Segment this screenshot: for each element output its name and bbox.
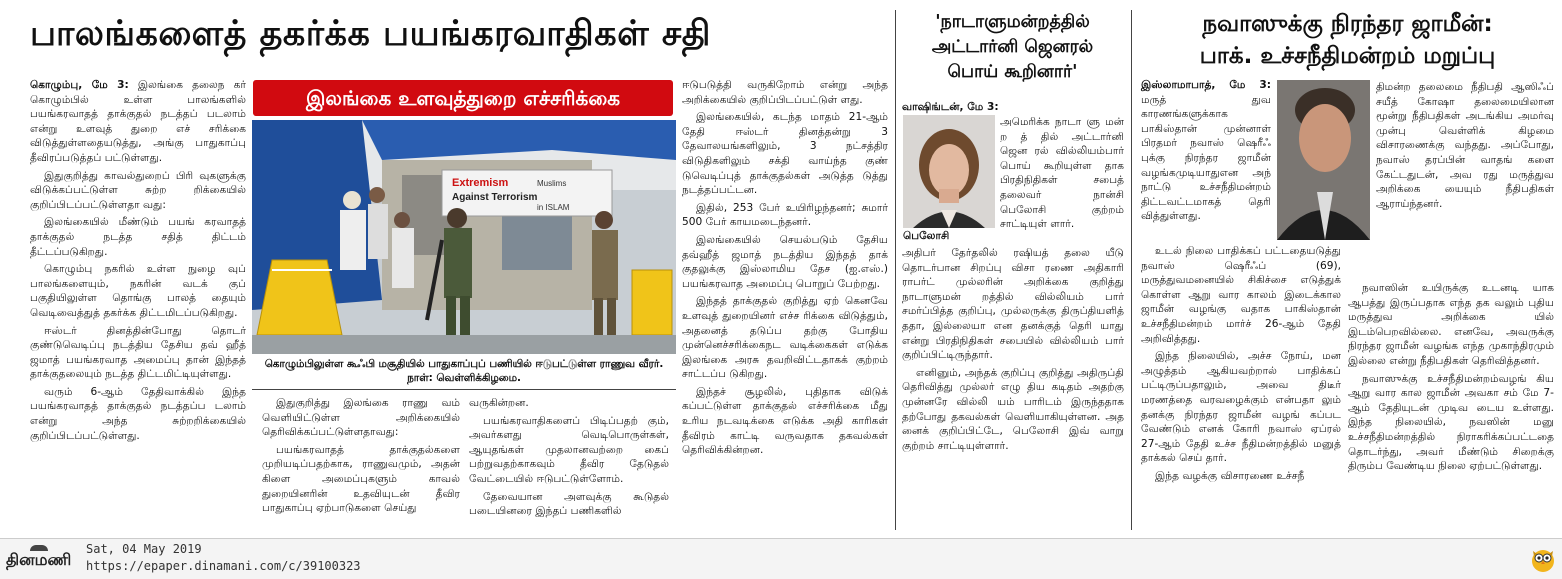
story1-para-5: ஈஸ்டர் தினத்தின்போது தொடர் குண்டுவெடிப்பு நடத்திய தேசிய தவ் ஹீத் ஜமாத் பயங்கரவாத அமைப்பு தான் இந்தத் தாக்குதலையும் நடத்த திட்டமிட்டியுள்ளது.: [30, 324, 246, 381]
story1-col3-para-1: வருகின்றன.: [469, 397, 529, 409]
story3-col2-para-2: நவாஸுக்கு உச்சநீதிமன்றம்வழங் கிய ஆறு வார கால ஜாமீன் அவகா சம் மே 7-ஆம் தேதியுடன் முடிவ டைய உள்ளது. இந்த நிலையில், நவஸின் மனு உச்சநீதிமன்றத்தில் நிராகரிக்கப்பட்டதை தொடர்ந்து, அவர் மீண்டும் சிறைக்கு திரும்ப வேண்டிய நிலை ஏற்பட்டுள்ளது.: [1348, 372, 1554, 473]
story1-para-6: வரும் 6-ஆம் தேதிவாக்கில் இந்த பயங்கரவாதத் தாக்குதல் நடத்தப்ப டலாம் என்று அந்த சுற்றறிக்கையில் குறிப்பிடப்பட்டுள்ளது.: [30, 385, 246, 442]
story3-col1-para-2: இந்த நிலையில், அச்ச நோய், மன அழுத்தம் ஆகியவற்றால் பாதிக்கப் பட்டிருப்பதாலும், அவை திடீர் மரணத்தை வரவழைக்கும் என்பதா லும் தனக்கு நிரந்தர ஜாமீன் வழங் கப்பட வேண்டும் எனக் கோரி நவாஸ் ஏப்ரல் 27-ஆம் தேதி உச்ச நீதிமன்றத்தில் மனுத் தாக்கல் செய் தார்.: [1141, 350, 1341, 465]
story1-column-1: [30, 78, 246, 528]
story3-beside-text: மருத் துவ காரணங்களுக்காக பாகிஸ்தான் முன்னாள் பிரதமர் நவாஸ் ஷெரீஃ புக்கு நிரந்தர ஜாமீன் வழங்கமுடியாதுஎன அந் நாட்டு உச்சநீதிமன்றம் திட்டவட்டமாகத் தெரி வித்துள்ளது.: [1141, 93, 1271, 223]
sign-line-1: Extremism: [452, 177, 509, 189]
story3-col2-para-1: நவாஸின் உயிருக்கு உடனடி யாக ஆபத்து இருப்பதாக எந்த தக வலும் புதிய மருத்துவ அறிக்கை யில் இடம்பெறவில்லை. எனவே, அவருக்கு நிரந்தர ஜாமீன் வழங்க எந்த முகாந்திரமும் இல்லை என்று நீதிபதிகள் தெரிவித்தனர்.: [1348, 282, 1554, 367]
story2-photo-caption: பெலோசி: [903, 230, 950, 242]
story3-column-2: [1348, 281, 1554, 536]
story1-caption-rule: [252, 389, 676, 390]
story1-column-3: [469, 396, 669, 536]
story1-para-1: [30, 78, 246, 166]
story1-para-4: கொழும்பு நகரில் உள்ள நுழை வுப் பாலங்களையும், நகரின் வடக் குப் பகுதியிலுள்ள தொங்கு பாலத் தையும் வெடிவைத்துத் தகர்க்க திட்டமிடப்படுகிறது.: [30, 263, 246, 319]
story1-photo-caption: கொழும்பிலுள்ள கூஃபி மசூதியில் பாதுகாப்புப் பணியில் ஈடுபட்டுள்ள ராணுவ வீரர். நாள்: வெள்ளிக்கிழமை.: [264, 358, 664, 384]
story1-col4-para-6: இந்தச் சூழலில், புதிதாக விடுக் கப்பட்டுள்ள தாக்குதல் எச்சரிக்கை மீது உரிய நடவடிக்கை எடுக்க அதி காரிகள் தீவிரம் காட்டி வருவதாக தகவல்கள் தெரிவிக்கின்றன.: [682, 385, 888, 457]
story1-photo-scene: [252, 120, 676, 354]
divider-1: [895, 10, 896, 530]
story3-col2-top-text: திமன்ற தலைமை நீதிபதி ஆஸிஃப் சயீத் கோஷா தலைமையிலான மூன்று நீதிபதிகள் அடங்கிய அமர்வு முன்பு வெள்ளிக் கிழமை விசாரணைக்கு வந்தது. அப்போது, நவாஸ் தரப்பின் வாதங் களை கேட்டதுடன், அவ ரது மருத்துவ அறிக்கை யையும் நீதிபதிகள் ஆராய்ந்தனர்.: [1376, 81, 1554, 210]
footer-bar: [0, 538, 1562, 579]
story1-headline: பாலங்களைத் தகர்க்க பயங்கரவாதிகள் சதி: [30, 14, 711, 54]
story2-body: [902, 246, 1124, 531]
footer-logo[interactable]: [6, 545, 76, 571]
footer-date: Sat, 04 May 2019: [86, 542, 202, 556]
sign-line-3: Muslims: [537, 179, 567, 188]
story1-para-3: இலங்கையில் மீண்டும் பயங் கரவாதத் தாக்குதல் நடத்த சதித் திட்டம் தீட்டப்படுகிறது.: [30, 216, 246, 258]
story1-banner: [253, 80, 673, 116]
story1-col3-para-2: பயங்கரவாதிகளைப் பிடிப்பதற் கும், அவர்களது வெடிபொருள்கள், ஆயுதங்கள் முதலானவற்றை கைப் பற்றுவதற்காகவும் தீவிர தேடுதல் வேட்டையில் ஈடுபட்டுள்ளோம்.: [469, 414, 669, 485]
sign-line-4: in ISLAM: [537, 203, 570, 212]
story2-headline-line-3: பொய் கூறினார்': [947, 62, 1078, 82]
story2-headline-line-1: 'நாடாளுமன்றத்தில்: [935, 12, 1090, 32]
story2-para-2: எனினும், அந்தக் குறிப்பு குறித்து அதிருப்தி தெரிவித்து முல்லர் எழு திய கடிதம் அதற்கு முன்னரே வில்லி யம் பாரிடம் இருந்ததாக தற்போது தகவல்கள் வெளியாகியுள்ளன. அத னைக் குறிப்பிட்டே, பெலோசி இவ் வாறு குற்றம் சாட்டியுள்ளார்.: [902, 366, 1124, 452]
footer-url[interactable]: https://epaper.dinamani.com/c/39100323: [86, 559, 361, 573]
story1-col4-para-2: இலங்கையில், கடந்த மாதம் 21-ஆம் தேதி ஈஸ்டர் தினத்தன்று 3 தேவாலயங்களிலும், 3 நட்சத்திர விடுதிகளிலும் சக்தி வாய்ந்த குண் டுவெடிப்புத் தாக்குதல்கள் அடுத்த டுத்து நடத்தப்பட்டன.: [682, 111, 888, 197]
story2-dateline: வாஷிங்டன், மே 3:: [902, 101, 999, 113]
story1-col4-para-3: இதில், 253 பேர் உயிரிழந்தனர்; சுமார் 500 பேர் காயமடைந்தனர்.: [682, 201, 888, 229]
story1-col4-para-5: இந்தத் தாக்குதல் குறித்து ஏற் கெனவே உளவுத் துறையினர் எச்ச ரிக்கை விடுத்தும், அதனைத் தடுப்ப தற்கு போதிய முன்னெச்சரிக்கைநட வடிக்கைகள் எடுக்க இலங்கை அரசு தவறிவிட்டதாகக் குற்றம் சாட்டப்ப டுகிறது.: [682, 295, 888, 381]
story3-headline-line-2: பாக். உச்சநீதிமன்றம் மறுப்பு: [1199, 43, 1496, 69]
footer-logo-text: தினமணி: [6, 550, 72, 569]
story3-beside-photo: [1141, 78, 1271, 243]
story1-col3-para-3: தேவையான அளவுக்கு கூடுதல் படையினரை இந்தப் பணிகளில்: [469, 490, 669, 518]
story1-dateline: கொழும்பு, மே 3:: [30, 79, 129, 91]
owl-icon[interactable]: [1530, 545, 1556, 573]
story3-headline-line-1: நவாஸுக்கு நிரந்தர ஜாமீன்:: [1202, 11, 1493, 37]
story2-beside-text: அமெரிக்க நாடா ளு மன் ற த் தில் அட்டார்னி ஜென ரல் வில்லியம்பார் பொய் கூறியுள்ள தாக பிரதிநிதிகள் சபைத் தலைவர் நான்சி பெலோசி குற்றம் சாட்டியுள் ளார்.: [1000, 116, 1124, 231]
story2-photo: [903, 115, 995, 228]
pelosi-photo: [903, 115, 995, 228]
story3-col1-para-3: இந்த வழக்கு விசாரணை உச்சநீ: [1155, 469, 1305, 482]
story2-para-1: அதிபர் தேர்தலில் ரஷியத் தலை யீடு தொடர்பான சிறப்பு விசா ரணை அதிகாரி ராபர்ட் முல்லரின் அறிக்கை குறித்து நாடாளுமன் றத்தில் வில்லியம் பார் சமர்ப்பித்த குறிப்பு, முல்லருக்கு திருப்தியளித் ததா, இல்லையா என தனக்குத் தெரி யாது என்று பிரதிநிதிகள் சபையில் வில்லியம் பார் குறிப்பிட்டிருந்தார்.: [902, 247, 1124, 362]
story1-para-2: இதுகுறித்து காவல்துறைப் பிரி வுகளுக்கு விடுக்கப்பட்டுள்ள சுற்ற றிக்கையில் குறிப்பிடப்பட்டுள்ளதா வது:: [30, 169, 246, 211]
story1-photo: [252, 120, 676, 354]
story3-photo: [1277, 80, 1370, 240]
story1-col1-text-1: இலங்கை தலைந கர் கொழும்பில் உள்ள பாலங்களில் பயங்கரவாதத் தாக்குதல் நடத்தப் படலாம் என்று உளவுத் துறை எச் சரிக்கை விடுத்துள்ளதையடுத்து, அங்கு பாதுகாப்பு தீவிரப்படுத்தப் பட்டுள்ளது.: [30, 79, 246, 164]
story1-col4-para-4: இலங்கையில் செயல்படும் தேசிய தவ்ஹீத் ஜமாத் நடத்திய இந்தத் தாக் குதலுக்கு இஸ்லாமிய தேச (ஐ.எஸ்.) பயங்கரவாத அமைப்பு பொறுப் பேற்றது.: [682, 233, 888, 290]
story1-column-4: [682, 78, 888, 533]
story3-column-2-top: [1376, 80, 1554, 280]
story3-column-1: [1141, 244, 1341, 534]
story3-dateline: இஸ்லாமாபாத், மே 3:: [1141, 79, 1271, 91]
story3-col1-para-1: உடல் நிலை பாதிக்கப் பட்டதையடுத்து நவாஸ் ஷெரீஃப் (69), மருத்துவமனையில் சிகிச்சை எடுத்துக் கொள்ள ஆறு வார காலம் இடைக்கால ஜாமீன் வழங்கு வதாக பாகிஸ்தான் உச்சநீதிமன்றம் மார்ச் 26-ஆம் தேதி அறிவித்தது.: [1141, 245, 1341, 345]
story1-column-2: [262, 396, 460, 536]
story1-col2-para-1: இதுகுறித்து இலங்கை ராணு வம் வெளியிட்டுள்ள அறிக்கையில் தெரிவிக்கப்பட்டுள்ளதாவது:: [262, 397, 460, 439]
nawaz-photo: [1277, 80, 1370, 240]
story2-beside-photo: [1000, 115, 1124, 245]
story1-col2-para-2: பயங்கரவாதத் தாக்குதல்களை முறியடிப்பதற்காக, ராணுவமும், அதன் கிளை அமைப்புகளும் காவல் துறையினரின் உதவியுடன் தீவிர பாதுகாப்பு ஏற்பாடுகளை செய்து: [262, 443, 460, 515]
story2-headline: [900, 10, 1125, 85]
story2-dateline-para: [902, 100, 1124, 115]
sign-line-2: Against Terrorism: [452, 192, 538, 203]
story3-lead-para: [1141, 78, 1271, 224]
story1-col4-para-1: ஈடுபடுத்தி வருகிறோம் என்று அந்த அறிக்கையில் குறிப்பிடப்பட்டுள் ளது.: [682, 79, 888, 106]
story1-banner-text: இலங்கை உளவுத்துறை எச்சரிக்கை: [305, 86, 621, 110]
story3-headline: [1140, 8, 1555, 72]
story2-headline-line-2: அட்டார்னி ஜெனரல்: [931, 37, 1094, 57]
divider-2: [1131, 10, 1132, 530]
